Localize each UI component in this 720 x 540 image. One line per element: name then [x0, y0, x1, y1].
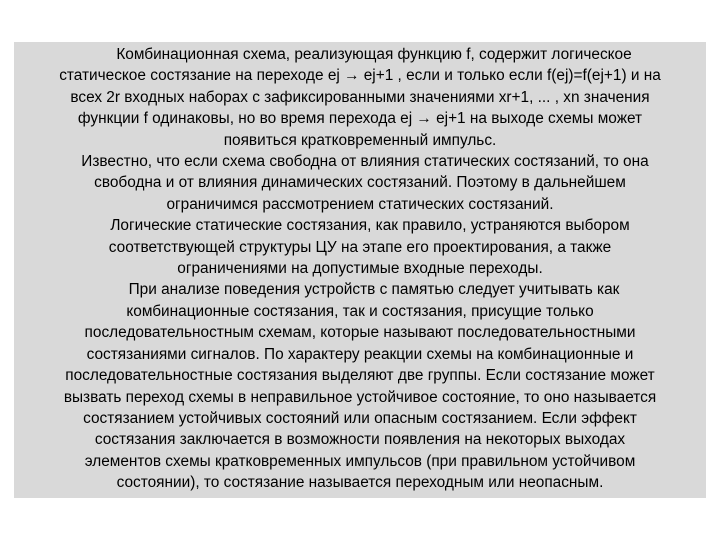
text-line: состоянии), то состязание называется переходным или неопасным. [116, 474, 604, 492]
text-line: всех 2r входных наборах с зафиксированными значениями xr+1, ... , xn значения [70, 88, 650, 106]
text-line: свободна и от влияния динамических состязаний. Поэтому в дальнейшем [94, 174, 626, 192]
text-line: Логические статические состязания, как правило, устраняются выбором [110, 217, 630, 235]
text-line: При анализе поведения устройств с памятью следует учитывать как [128, 281, 620, 299]
text-line: Комбинационная схема, реализующая функцию f, содержит логическое [116, 46, 632, 63]
text-line: последовательностным схемам, которые называют последовательностными [84, 324, 636, 342]
text-line: ограничимся рассмотрением статических состязаний. [166, 195, 554, 213]
text-line: Известно, что если схема свободна от влияния статических состязаний, то она [81, 153, 649, 171]
paragraph-sequential-races [14, 279, 706, 493]
text-line: ограничениями на допустимые входные переходы. [177, 260, 543, 278]
paragraph-logic-races-elimination [14, 215, 706, 279]
text-line: статическое состязание на переходе ej → ej+1 , если и только если f(ej)=f(ej+1) и на [59, 67, 661, 85]
text-line: появиться кратковременный импульс. [223, 131, 497, 149]
text-line: комбинационные состязания, так и состязания, присущие только [126, 302, 594, 320]
text-line: состязаниями сигналов. По характеру реакции схемы на комбинационные и [86, 345, 634, 363]
text-line: состязанием устойчивых состояний или опасным состязанием. Если эффект [83, 409, 637, 427]
text-line: вызвать переход схемы в неправильное устойчивое состояние, то оно называется [63, 388, 657, 406]
paragraph-static-race-definition [14, 44, 706, 151]
text-line: последовательностные состязания выделяют две группы. Если состязание может [65, 367, 655, 385]
text-line: элементов схемы кратковременных импульсов (при правильном устойчивом [84, 452, 636, 470]
text-block [14, 42, 706, 498]
paragraph-dynamic-races [14, 151, 706, 215]
text-line: состязания заключается в возможности появления на некоторых выходах [94, 431, 626, 449]
text-line: функции f одинаковы, но во время перехода ej → ej+1 на выходе схемы может [77, 110, 643, 128]
text-line: соответствующей структуры ЦУ на этапе его проектирования, а также [108, 238, 612, 256]
